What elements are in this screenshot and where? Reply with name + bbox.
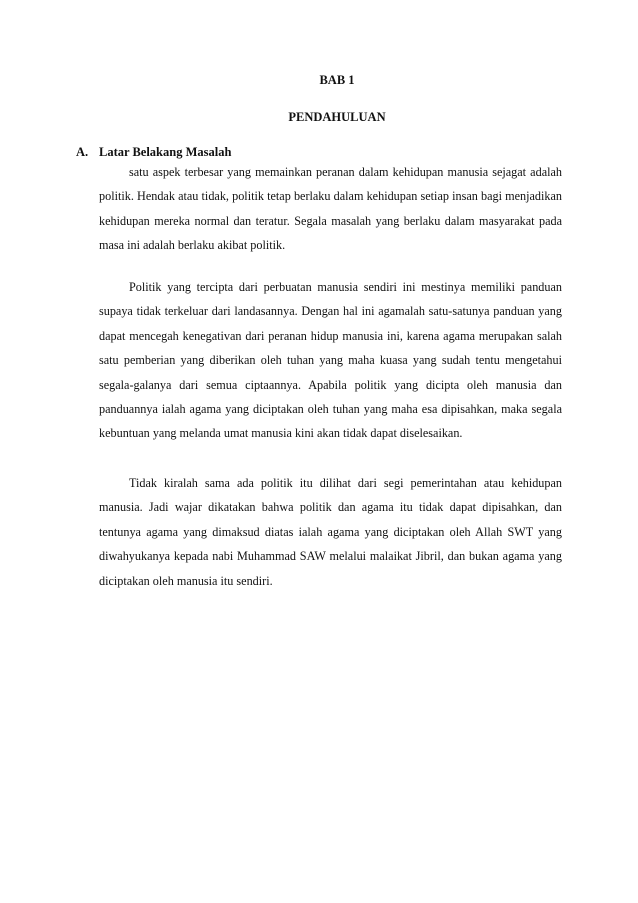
paragraph-2: Politik yang tercipta dari perbuatan manusia sendiri ini mestinya memiliki panduan supaya tidak terkeluar dari landasannya. Dengan hal ini agamalah satu-satunya panduan yang dapat mencegah kenegativan dari peranan hidup manusia ini, karena agama merupakan salah satu pemberian yang diberikan oleh tuhan yang maha kuasa yang sudah tentu mengetahui segala-galanya dari semua ciptaannya. Apabila politik yang dicipta oleh manusia dan panduannya ialah agama yang diciptakan oleh tuhan yang maha esa dipisahkan, maka segala kebuntuan yang melanda umat manusia kini akan tidak dapat diselesaikan. <box>99 280 562 441</box>
paragraph-1: satu aspek terbesar yang memainkan peranan dalam kehidupan manusia sejagat adalah politik. Hendak atau tidak, politik tetap berlaku dalam kehidupan setiap insan bagi menjadikan kehidupan mereka normal dan teratur. Segala masalah yang berlaku dalam masyarakat pada masa ini adalah berlaku akibat politik. <box>99 165 562 253</box>
chapter-number: BAB 1 <box>319 73 355 87</box>
section-heading <box>76 145 231 160</box>
chapter-title: PENDAHULUAN <box>288 110 386 124</box>
section-letter: A. <box>76 145 89 159</box>
paragraph-3: Tidak kiralah sama ada politik itu dilihat dari segi pemerintahan atau kehidupan manusia. Jadi wajar dikatakan bahwa politik dan agama itu tidak dapat dipisahkan, dan tentunya agama yang dimaksud diatas ialah agama yang diciptakan oleh Allah SWT yang diwahyukanya kepada nabi Muhammad SAW melalui malaikat Jibril, dan bukan agama yang diciptakan oleh manusia itu sendiri. <box>99 476 562 588</box>
section-title: Latar Belakang Masalah <box>99 145 232 159</box>
